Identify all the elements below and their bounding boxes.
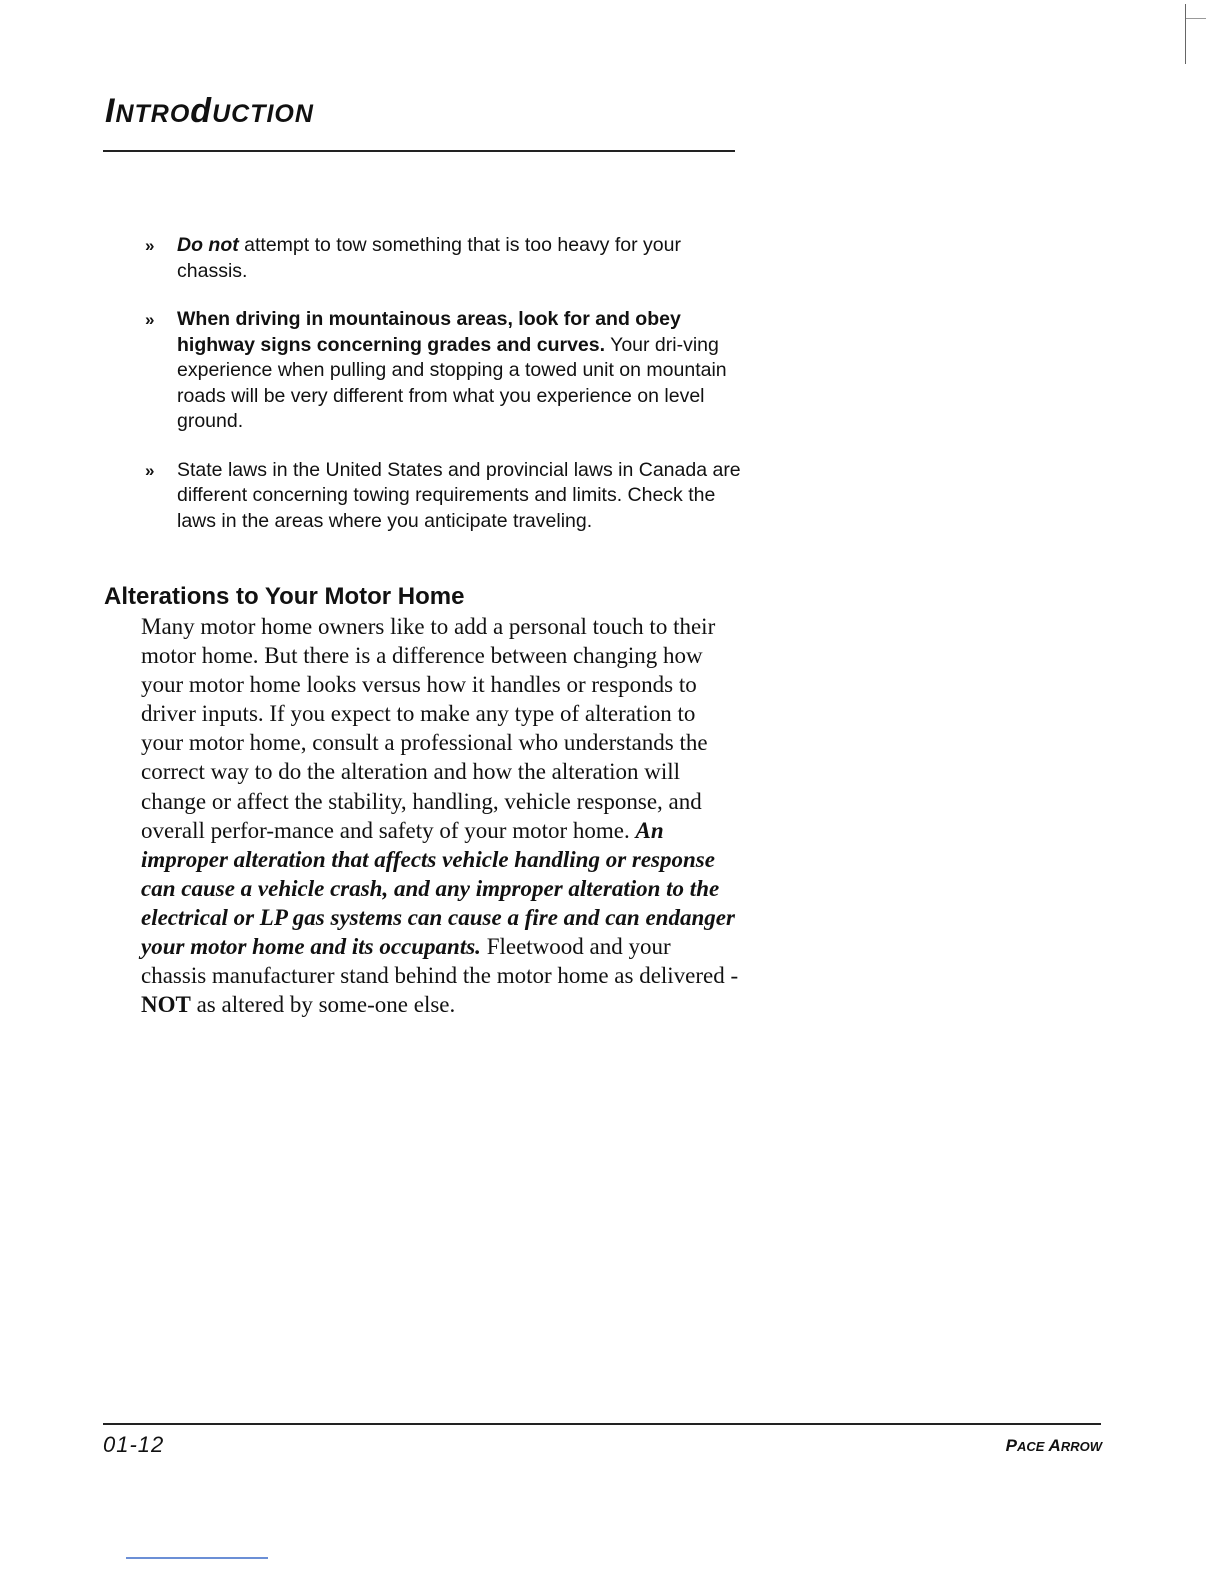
paragraph-text: Many motor home owners like to add a personal touch to their motor home. But there is a difference between changing how your motor home looks versus how it handles or responds to driver inputs. If you expect to make any type of alteration to your motor home, consult a professional who understands the correct way to do the alteration and how the alteration will change or affect the stability, handling, vehicle response, and overall perfor-mance and safety of your motor home.: [141, 614, 716, 843]
bullet-list: [145, 233, 745, 557]
header-divider: [103, 150, 735, 152]
body-paragraph: [141, 612, 741, 1019]
bullet-item: [145, 307, 745, 435]
footer-divider: [103, 1423, 1101, 1425]
scan-edge-mark: [1185, 4, 1186, 64]
title-part: NTRO: [115, 100, 191, 128]
paragraph-text: Fleetwood and your chassis manufacturer stand behind the motor home as delivered -: [141, 934, 739, 989]
footer-brand: [1006, 1436, 1102, 1456]
bullet-emphasis: When driving in mountainous areas, look for and obey highway signs concerning grades and curves.: [177, 308, 681, 356]
section-heading: Alterations to Your Motor Home: [104, 583, 465, 610]
scan-edge-mark: [1186, 18, 1206, 19]
bullet-text: attempt to tow something that is too heavy for your chassis.: [177, 234, 681, 282]
emphasis-text: NOT: [141, 992, 191, 1018]
scan-artifact-line: [126, 1557, 268, 1559]
title-part: d: [190, 92, 213, 130]
bullet-emphasis: Do not: [177, 234, 239, 256]
bullet-text: Your dri-ving experience when pulling and stopping a towed unit on mountain roads will be very different from what you experience on level ground.: [177, 333, 727, 432]
chevron-bullet-icon: »: [145, 310, 153, 329]
chevron-bullet-icon: »: [145, 236, 153, 255]
title-initial: I: [105, 92, 116, 130]
chevron-bullet-icon: »: [145, 460, 153, 480]
bullet-item: [145, 233, 745, 284]
bullet-item: [145, 458, 745, 535]
title-part: UCTION: [212, 100, 314, 128]
brand-part: P: [1005, 1436, 1017, 1455]
warning-text: An improper alteration that affects vehicle handling or response can cause a vehicle crash, and any improper alteration to the electrical or LP gas systems can cause a fire and can endanger your motor home and its occupants.: [141, 817, 735, 960]
brand-part: ACE: [1017, 1439, 1045, 1454]
page-number: 01-12: [103, 1432, 165, 1457]
bullet-text: State laws in the United States and provincial laws in Canada are different concerning towing requirements and limits. Check the laws in the areas where you anticipate traveling.: [177, 458, 741, 532]
paragraph-text: as altered by some-one else.: [190, 992, 456, 1018]
brand-part: RROW: [1060, 1439, 1102, 1454]
brand-part: A: [1048, 1436, 1061, 1455]
page-title: [105, 92, 314, 131]
